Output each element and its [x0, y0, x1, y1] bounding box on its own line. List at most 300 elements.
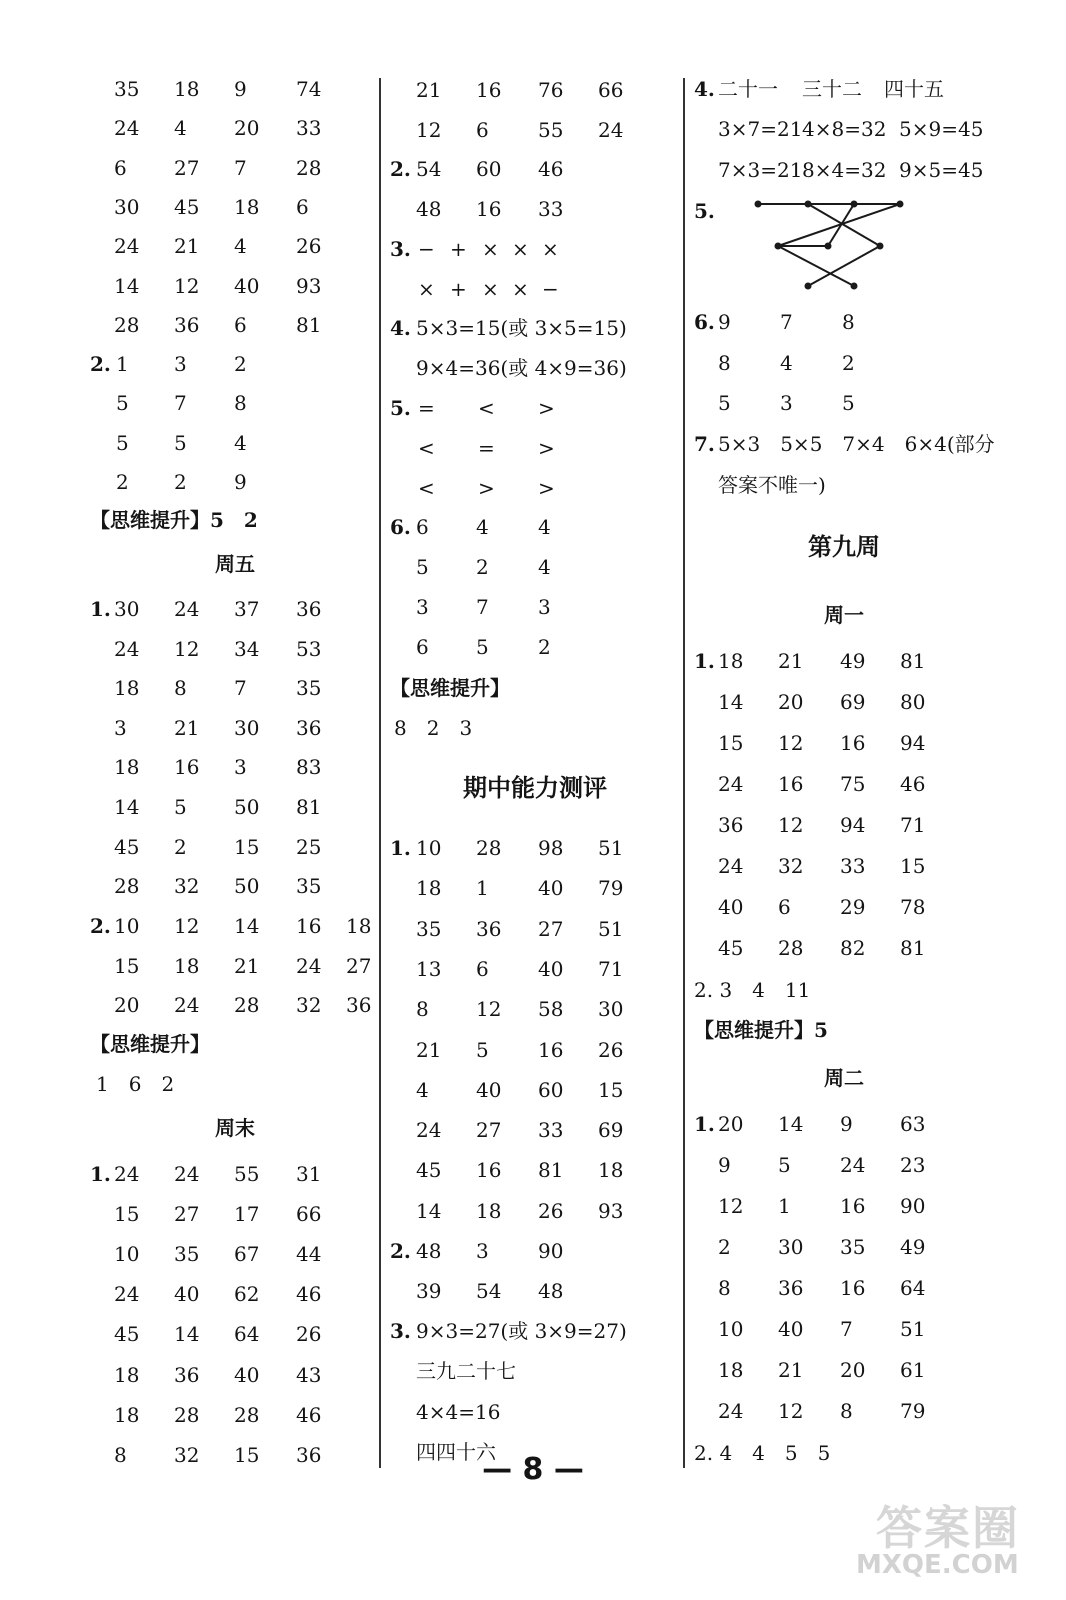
answer-cell: 12: [778, 731, 804, 755]
answer-row: [694, 72, 994, 106]
answer-cell: 6: [296, 194, 309, 219]
answer-cell: 24: [174, 597, 200, 621]
answer-cell: 82: [840, 936, 866, 960]
answer-row: [90, 1358, 380, 1392]
answer-cell: 80: [900, 690, 926, 714]
answer-cell: 8: [718, 1276, 731, 1300]
answer-cell: 83: [296, 755, 322, 780]
answer-cell: 35: [840, 1235, 866, 1259]
answer-row: [694, 1312, 994, 1346]
thinking-boost-values-text: 1 6 2: [96, 1072, 175, 1096]
answer-cell: 8×4=32: [802, 157, 887, 182]
answer-cell: 15: [718, 731, 744, 755]
answer-row: [390, 1153, 680, 1187]
answer-cell: 24: [174, 993, 200, 1018]
answer-cell: ×: [482, 276, 499, 301]
answer-row: [90, 1197, 380, 1231]
question-number: 2.: [390, 1239, 411, 1263]
answer-cell: 62: [234, 1282, 260, 1307]
watermark-logo: [856, 1492, 1036, 1592]
answer-cell: 53: [296, 636, 322, 661]
answer-line-text: 2. 3 4 11: [694, 978, 811, 1002]
answer-cell: 4: [416, 1077, 429, 1102]
answer-row: [694, 1353, 994, 1387]
answer-cell: 24: [296, 953, 322, 978]
answer-cell: 9: [718, 310, 731, 334]
answer-cell: 51: [900, 1317, 926, 1341]
answer-cell: 74: [296, 77, 322, 101]
answer-row: [390, 471, 680, 505]
answer-line: 4×4=16: [416, 1399, 501, 1424]
answer-row: [90, 1277, 380, 1311]
answer-cell: =: [418, 396, 435, 420]
answer-cell: 27: [346, 953, 372, 978]
answer-cell: 20: [114, 993, 140, 1018]
answer-cell: 5: [778, 1153, 791, 1177]
answer-row: [390, 952, 680, 986]
answer-row: [390, 912, 680, 946]
answer-cell: ×: [418, 276, 435, 301]
answer-row: [90, 229, 380, 263]
answer-row: [390, 510, 680, 544]
thinking-boost-values: [90, 1067, 380, 1101]
answer-cell: 46: [900, 772, 926, 796]
answer-cell: 2: [476, 555, 489, 579]
answer-line: 四四十六: [416, 1439, 496, 1464]
answer-cell: >: [538, 436, 555, 460]
answer-cell: 81: [296, 795, 322, 819]
answer-cell: 29: [840, 895, 866, 919]
answer-cell: 16: [476, 1158, 502, 1183]
answer-cell: 1: [116, 352, 129, 376]
answer-row: [90, 1157, 380, 1191]
answer-cell: 28: [296, 155, 322, 180]
answer-cell: 37: [234, 597, 260, 621]
answer-cell: 21: [174, 715, 200, 740]
answer-cell: 8: [840, 1399, 853, 1423]
question-number: 1.: [694, 649, 715, 673]
answer-cell: 8: [718, 350, 731, 375]
thinking-boost: [694, 1013, 994, 1047]
matching-line: [808, 204, 880, 246]
answer-cell: 81: [900, 936, 926, 960]
answer-row: [390, 1194, 680, 1228]
answer-cell: 14: [718, 690, 744, 714]
answer-cell: 4: [538, 555, 551, 579]
answer-cell: 3: [174, 352, 187, 376]
answer-cell: 7: [234, 155, 247, 180]
answer-cell: 5: [718, 391, 731, 415]
answer-cell: 10: [416, 836, 442, 860]
section-heading-week9: 第九周: [808, 532, 880, 561]
answer-row: [90, 308, 380, 342]
matching-dot: [851, 283, 858, 290]
answer-cell: 14: [114, 795, 140, 819]
answer-cell: 16: [476, 196, 502, 221]
answer-cell: 23: [900, 1153, 926, 1177]
matching-dot: [775, 243, 782, 250]
answer-cell: 16: [296, 914, 322, 938]
answer-cell: 17: [234, 1202, 260, 1227]
answer-cell: 9×5=45: [899, 157, 984, 182]
answer-row: [694, 890, 994, 924]
answer-row: [694, 767, 994, 801]
answer-cell: 24: [174, 1162, 200, 1186]
matching-dot: [851, 201, 858, 208]
answer-row: [90, 1237, 380, 1271]
answer-cell: 35: [416, 916, 442, 941]
answer-cell: 40: [538, 956, 564, 981]
answer-cell: 26: [296, 1322, 322, 1347]
answer-cell: 16: [174, 755, 200, 780]
matching-dot: [805, 201, 812, 208]
answer-cell: 30: [234, 715, 260, 740]
answer-cell: 16: [840, 1194, 866, 1218]
answer-cell: 64: [900, 1276, 926, 1300]
answer-cell: 45: [174, 194, 200, 219]
answer-cell: 30: [114, 194, 140, 219]
answer-row: [390, 311, 680, 345]
answer-cell: 43: [296, 1362, 322, 1387]
answer-cell: 30: [598, 997, 624, 1022]
answer-cell: 67: [234, 1242, 260, 1267]
answer-cell: 36: [174, 312, 200, 337]
answer-cell: 10: [114, 914, 140, 938]
matching-dot: [755, 201, 762, 208]
answer-cell: 20: [234, 116, 260, 141]
question-number: 2.: [90, 352, 111, 376]
answer-cell: 60: [476, 157, 502, 181]
answer-cell: 40: [718, 895, 744, 919]
answer-cell: 45: [416, 1158, 442, 1183]
answer-cell: 4: [234, 430, 247, 455]
answer-cell: 36: [718, 813, 744, 837]
answer-cell: 66: [598, 78, 624, 102]
answer-row: [694, 468, 994, 502]
answer-cell: 16: [538, 1037, 564, 1062]
answer-cell: 76: [538, 78, 564, 102]
answer-row: [90, 111, 380, 145]
answer-cell: 8: [234, 391, 247, 416]
answer-cell: 24: [718, 854, 744, 878]
answer-cell: 9: [234, 77, 247, 101]
answer-cell: 35: [296, 874, 322, 899]
answer-cell: 4: [174, 116, 187, 141]
answer-cell: 18: [234, 194, 260, 219]
answer-cell: 60: [538, 1077, 564, 1102]
answer-cell: 6: [476, 117, 489, 142]
answer-cell: 5: [116, 430, 129, 455]
answer-row: [90, 151, 380, 185]
answer-cell: 2: [538, 635, 551, 659]
answer-cell: 18: [114, 1362, 140, 1387]
answer-row: [694, 346, 994, 380]
answer-row: [90, 386, 380, 420]
answer-cell: 40: [234, 1362, 260, 1387]
answer-row: [390, 630, 680, 664]
answer-row: [90, 426, 380, 460]
answer-cell: >: [478, 476, 495, 500]
thinking-boost-label: [90, 1027, 380, 1061]
answer-row: [90, 592, 380, 626]
answer-cell: 45: [114, 1322, 140, 1347]
answer-cell: 55: [234, 1162, 260, 1186]
answer-row: [90, 1317, 380, 1351]
answer-cell: 40: [234, 273, 260, 298]
answer-row: [694, 1189, 994, 1223]
answer-line: 5×3 5×5 7×4 6×4(部分: [718, 432, 995, 456]
answer-row: [694, 685, 994, 719]
answer-cell: 21: [778, 649, 804, 673]
answer-cell: <: [418, 436, 435, 460]
answer-cell: 3: [476, 1239, 489, 1263]
answer-row: [390, 590, 680, 624]
answer-row: [694, 194, 994, 304]
answer-cell: 21: [234, 953, 260, 978]
answer-cell: 27: [476, 1118, 502, 1143]
answer-cell: 18: [114, 755, 140, 780]
answer-cell: 16: [840, 731, 866, 755]
answer-row: [390, 391, 680, 425]
answer-cell: 10: [114, 1242, 140, 1267]
answer-row: [90, 1398, 380, 1432]
answer-line: 三九二十七: [416, 1359, 516, 1384]
question-number: 1.: [390, 836, 411, 860]
answer-cell: 18: [174, 953, 200, 978]
answer-cell: 27: [174, 155, 200, 180]
answer-cell: 51: [598, 836, 624, 860]
answer-cell: 32: [174, 874, 200, 899]
page-number: — 8 —: [482, 1452, 584, 1487]
answer-row: [390, 272, 680, 306]
answer-cell: 12: [778, 813, 804, 837]
answer-cell: 12: [416, 117, 442, 142]
answer-row: [90, 949, 380, 983]
answer-cell: 24: [114, 1162, 140, 1186]
answer-cell: 5: [476, 635, 489, 659]
answer-row: [390, 1033, 680, 1067]
answer-row: [390, 431, 680, 465]
answer-cell: 36: [778, 1276, 804, 1300]
answer-cell: 7: [174, 391, 187, 416]
matching-lines-diagram: [754, 194, 914, 294]
answer-cell: 18: [598, 1158, 624, 1183]
answer-cell: 13: [416, 956, 442, 981]
answer-row: [90, 632, 380, 666]
answer-row: [390, 831, 680, 865]
answer-cell: 30: [114, 597, 140, 621]
answer-cell: 20: [718, 1112, 744, 1136]
answer-cell: <: [478, 396, 495, 420]
answer-cell: 2: [718, 1235, 731, 1259]
answer-cell: 28: [174, 1402, 200, 1427]
section-heading-weekend: 周末: [215, 1116, 255, 1140]
answer-row: [90, 830, 380, 864]
answer-cell: 15: [900, 854, 926, 878]
answer-cell: >: [538, 396, 555, 420]
answer-cell: 79: [900, 1399, 926, 1423]
answer-row: [90, 269, 380, 303]
answer-cell: 69: [598, 1118, 624, 1143]
answer-cell: 71: [598, 956, 624, 981]
answer-cell: 2: [116, 469, 129, 494]
answer-cell: 18: [346, 914, 372, 938]
answer-cell: 54: [416, 157, 442, 181]
answer-cell: 1: [476, 876, 489, 901]
answer-cell: 7×3=21: [718, 157, 803, 182]
answer-cell: 6: [476, 956, 489, 981]
answer-row: [90, 869, 380, 903]
answer-cell: 64: [234, 1322, 260, 1347]
section-heading-midterm: 期中能力测评: [463, 773, 607, 802]
answer-cell: 14: [114, 273, 140, 298]
answer-cell: 93: [598, 1198, 624, 1223]
answer-cell: 18: [718, 649, 744, 673]
answer-cell: 10: [718, 1317, 744, 1341]
answer-cell: 20: [778, 690, 804, 714]
answer-cell: 24: [114, 116, 140, 141]
answer-cell: 6: [234, 312, 247, 337]
answer-cell: 55: [538, 117, 564, 142]
answer-row: [90, 465, 380, 499]
answer-cell: 21: [416, 78, 442, 102]
answer-cell: 28: [234, 1402, 260, 1427]
answer-cell: 12: [174, 273, 200, 298]
answer-cell: 49: [900, 1235, 926, 1259]
answer-cell: 27: [174, 1202, 200, 1227]
section-heading-friday: 周五: [215, 552, 255, 576]
thinking-boost-label-text: 【思维提升】: [90, 1032, 210, 1056]
answer-cell: 21: [778, 1358, 804, 1382]
answer-row: [694, 1230, 994, 1264]
answer-row: [694, 153, 994, 187]
answer-cell: 69: [840, 690, 866, 714]
answer-row: [694, 1271, 994, 1305]
answer-cell: 15: [114, 953, 140, 978]
answer-cell: 24: [598, 117, 624, 142]
answer-cell: 15: [114, 1202, 140, 1227]
answer-cell: 26: [296, 234, 322, 259]
answer-row: [390, 1234, 680, 1268]
answer-cell: ×: [512, 276, 529, 301]
answer-cell: 36: [346, 993, 372, 1018]
answer-cell: 9: [234, 469, 247, 494]
answer-row: [390, 113, 680, 147]
answer-cell: 15: [234, 834, 260, 859]
answer-row: [694, 1148, 994, 1182]
answer-cell: 5: [174, 795, 187, 819]
answer-row: [90, 347, 380, 381]
answer-cell: 8: [842, 310, 855, 334]
answer-cell: 93: [296, 273, 322, 298]
answer-cell: 24: [718, 1399, 744, 1423]
number-word: 四十五: [884, 77, 944, 101]
answer-row: [90, 190, 380, 224]
answer-cell: 90: [900, 1194, 926, 1218]
answer-cell: 49: [840, 649, 866, 673]
question-number: 3.: [390, 1319, 411, 1343]
answer-cell: 39: [416, 1279, 442, 1304]
answer-cell: 5: [116, 391, 129, 416]
thinking-boost: [90, 503, 380, 537]
question-number: 4.: [694, 77, 715, 101]
answer-cell: 24: [416, 1118, 442, 1143]
answer-cell: 36: [174, 1362, 200, 1387]
answer-cell: 4×8=32: [802, 117, 887, 141]
answer-cell: 61: [900, 1358, 926, 1382]
answer-cell: 5: [174, 430, 187, 455]
answer-cell: 94: [840, 813, 866, 837]
multiplication-answer: 9×4=36(或 4×9=36): [416, 356, 627, 380]
answer-line: [694, 973, 994, 1007]
answer-cell: 2: [842, 350, 855, 375]
answer-row: [390, 1274, 680, 1308]
answer-cell: 3: [780, 391, 793, 415]
answer-cell: 12: [174, 914, 200, 938]
answer-cell: 28: [778, 936, 804, 960]
answer-cell: ×: [512, 237, 529, 261]
answer-cell: 3: [416, 595, 429, 619]
answer-row: [694, 305, 994, 339]
answer-cell: 36: [296, 715, 322, 740]
answer-row: [390, 550, 680, 584]
answer-cell: 5: [416, 555, 429, 579]
answer-cell: 6: [114, 155, 127, 180]
answer-row: [694, 427, 994, 461]
answer-cell: 40: [538, 876, 564, 901]
answer-row: [694, 112, 994, 146]
answer-cell: 4: [780, 350, 793, 375]
answer-cell: 3: [234, 755, 247, 780]
answer-row: [390, 1395, 680, 1429]
answer-cell: 6: [416, 515, 429, 539]
answer-cell: 98: [538, 836, 564, 860]
answer-cell: 27: [538, 916, 564, 941]
question-number: 2.: [90, 914, 111, 938]
answer-cell: 46: [296, 1402, 322, 1427]
answer-cell: 3×7=21: [718, 117, 803, 141]
answer-cell: 94: [900, 731, 926, 755]
answer-cell: 26: [598, 1037, 624, 1062]
answer-column-1: [90, 70, 380, 1510]
answer-cell: 21: [416, 1037, 442, 1062]
answer-cell: 28: [114, 312, 140, 337]
matching-dot: [805, 283, 812, 290]
answer-row: [390, 1113, 680, 1147]
answer-cell: 35: [174, 1242, 200, 1267]
answer-row: [90, 671, 380, 705]
answer-cell: 7: [840, 1317, 853, 1341]
answer-cell: 7: [780, 310, 793, 334]
answer-cell: 40: [778, 1317, 804, 1341]
section-heading-tuesday: 周二: [824, 1066, 864, 1090]
answer-cell: 4: [476, 515, 489, 539]
answer-cell: 33: [840, 854, 866, 878]
answer-cell: 44: [296, 1242, 322, 1267]
answer-cell: 58: [538, 997, 564, 1022]
answer-row: [694, 849, 994, 883]
answer-line: 答案不唯一): [718, 473, 826, 497]
number-word: 三十二: [802, 77, 862, 101]
answer-cell: 7: [234, 676, 247, 701]
answer-line: 9×3=27(或 3×9=27): [416, 1319, 627, 1343]
answer-cell: 81: [900, 649, 926, 673]
answer-cell: 33: [296, 116, 322, 141]
multiplication-answer: 5×3=15(或 3×5=15): [416, 316, 627, 340]
answer-cell: 35: [296, 676, 322, 701]
answer-cell: 45: [718, 936, 744, 960]
section-heading-monday: 周一: [824, 603, 864, 627]
